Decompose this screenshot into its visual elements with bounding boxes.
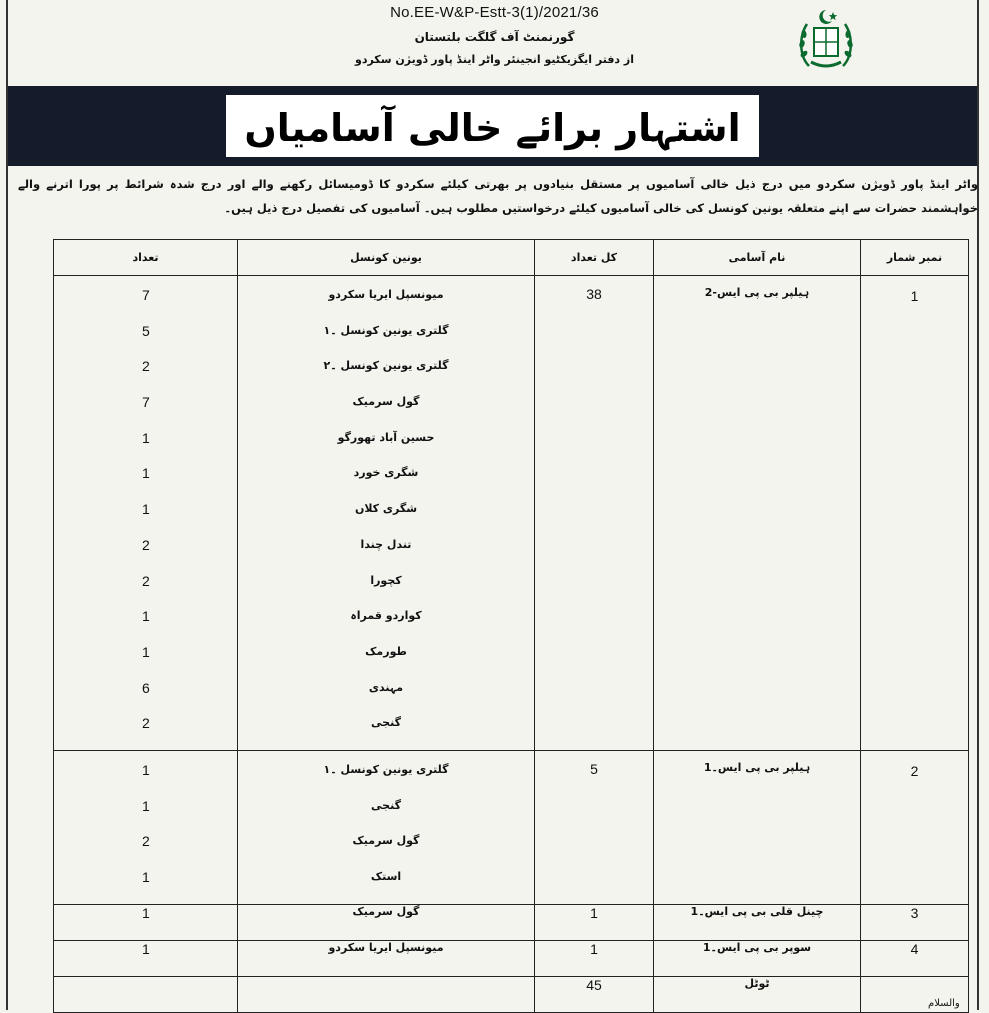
serial-number: 3 <box>910 904 919 921</box>
total-cell <box>535 276 654 751</box>
union-name: گول سرمیک <box>352 834 420 848</box>
count-value: 5 <box>142 322 150 339</box>
post-cell <box>654 904 861 940</box>
union-name: گلتری یونین کونسل ۔۱ <box>323 323 449 337</box>
union-name: کواردو قمراہ <box>350 609 422 623</box>
count-value: 2 <box>142 833 150 850</box>
table-row <box>54 904 969 940</box>
table-header-row <box>54 240 969 276</box>
count-cell <box>54 276 238 751</box>
intro-paragraph: واٹر اینڈ پاور ڈویژن سکردو میں درج ذیل خالی آسامیوں پر مستقل بنیادوں پر بھرتی کیلئے سکردو کا ڈومیسائل رکھنے والے اور درج شدہ شرائط پر پورا اترنے والے خواہشمند حضرات سے اپنے متعلقہ یونین کونسل کی خالی آسامیوں کیلئے درخواستیں مطلوب ہیں۔ آسامیوں کی تفصیل درج ذیل ہیں۔ <box>18 177 978 215</box>
table-row <box>54 940 969 976</box>
count-value: 1 <box>142 797 150 814</box>
post-name: ہیلپر بی پی ایس-2 <box>704 286 810 299</box>
serial-cell <box>861 750 969 904</box>
union-name: گلتری یونین کونسل ۔۲ <box>323 359 449 373</box>
post-cell <box>654 276 861 751</box>
vacancies-table <box>53 239 969 1013</box>
count-value: 7 <box>142 394 150 411</box>
count-value: 1 <box>142 643 150 660</box>
footer-fragment: والسلام <box>928 998 960 1009</box>
header-union: یونین کونسل <box>238 240 535 276</box>
union-name: تندل چندا <box>360 537 412 551</box>
header-serial: نمبر شمار <box>861 240 969 276</box>
header-count: تعداد <box>54 240 238 276</box>
reference-number: No.EE-W&P-Estt-3(1)/2021/36 <box>390 4 599 21</box>
grand-total-value: 45 <box>535 976 654 1012</box>
count-value: 1 <box>142 465 150 482</box>
union-cell: گول سرمیک <box>238 904 535 940</box>
government-name: گورنمنٹ آف گلگت بلتستان <box>414 30 575 44</box>
state-emblem-icon <box>795 6 857 78</box>
total-row <box>54 976 969 1012</box>
count-value: 1 <box>142 429 150 446</box>
post-name: سوپر بی پی ایس۔1 <box>702 940 812 954</box>
union-name: شگری خورد <box>353 466 419 480</box>
count-cell: 1 <box>54 904 238 940</box>
banner-title: اشتہار برائے خالی آسامیاں <box>226 95 758 157</box>
total-value: 5 <box>590 760 598 777</box>
empty-cell <box>54 976 238 1012</box>
total-value: 1 <box>590 904 598 921</box>
serial-cell <box>861 904 969 940</box>
union-name: گنجی <box>371 716 401 730</box>
serial-cell <box>861 276 969 751</box>
header-total: کل تعداد <box>535 240 654 276</box>
count-value: 1 <box>142 501 150 518</box>
post-cell <box>654 750 861 904</box>
count-value: 2 <box>142 536 150 553</box>
union-name: استک <box>370 870 402 883</box>
union-name: گول سرمیک <box>352 395 420 409</box>
count-value: 2 <box>142 572 150 589</box>
serial-number: 4 <box>910 940 919 957</box>
union-cell: میونسپل ایریا سکردو <box>238 940 535 976</box>
serial-number: 2 <box>910 762 919 779</box>
count-cell: 1 <box>54 940 238 976</box>
post-name: چینل قلی بی پی ایس۔1 <box>690 904 824 918</box>
count-value: 1 <box>142 761 150 778</box>
total-cell <box>535 904 654 940</box>
total-cell <box>535 750 654 904</box>
serial-number: 1 <box>910 288 919 304</box>
title-banner <box>8 86 977 166</box>
total-cell <box>535 940 654 976</box>
table-row <box>54 750 969 904</box>
table-row <box>54 276 969 751</box>
total-value: 1 <box>590 940 598 957</box>
count-value: 2 <box>142 715 150 732</box>
union-name: گلتری یونین کونسل ۔۱ <box>323 762 449 776</box>
union-name: کچورا <box>370 573 402 587</box>
union-name: طورمک <box>365 644 407 658</box>
total-value: 38 <box>586 286 602 302</box>
header-post: نام آسامی <box>654 240 861 276</box>
union-cell <box>238 750 535 904</box>
count-value: 1 <box>142 608 150 625</box>
post-cell <box>654 940 861 976</box>
union-name: مہندی <box>368 680 404 694</box>
union-name: شگری کلاں <box>354 502 418 516</box>
post-name: ہیلپر بی پی ایس۔1 <box>703 760 811 774</box>
union-name: حسین آباد تھورگو <box>337 430 435 444</box>
count-value: 2 <box>142 358 150 375</box>
serial-cell <box>861 940 969 976</box>
count-value: 1 <box>142 869 150 885</box>
total-label: ٹوٹل <box>654 976 861 1012</box>
count-value: 7 <box>142 287 150 303</box>
union-name: گنجی <box>371 798 401 812</box>
office-name: از دفتر ایگزیکٹیو انجینئر واٹر اینڈ پاور ڈویژن سکردو <box>354 53 634 66</box>
union-cell <box>238 276 535 751</box>
count-cell <box>54 750 238 904</box>
count-value: 6 <box>142 679 150 696</box>
union-name: میونسپل ایریا سکردو <box>328 288 444 301</box>
empty-cell <box>238 976 535 1012</box>
